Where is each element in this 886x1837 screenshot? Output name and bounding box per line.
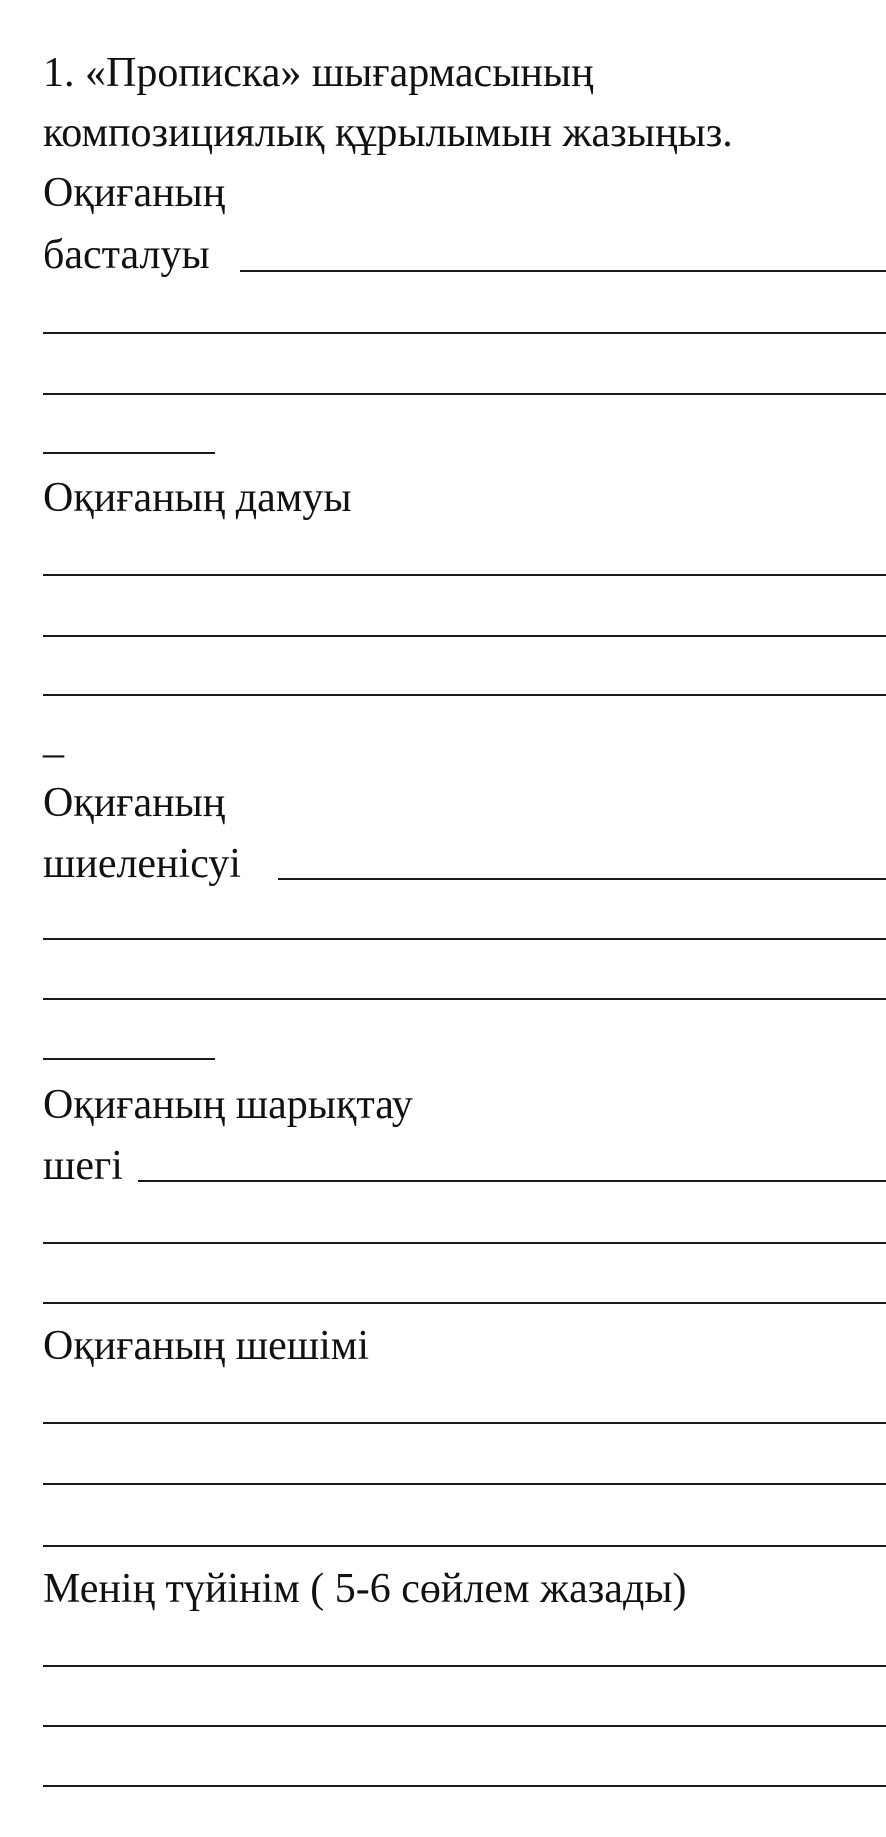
answer-line-complication-3[interactable] xyxy=(43,998,886,1000)
answer-line-beginning-1[interactable] xyxy=(240,270,886,272)
answer-line-development-3[interactable] xyxy=(43,694,886,696)
answer-line-climax-2[interactable] xyxy=(43,1242,886,1244)
section-complication-label-line2: шиеленісуі xyxy=(43,841,241,887)
section-complication-label-line1: Оқиғаның xyxy=(43,780,226,826)
section-conclusion-label: Менің түйінім ( 5-6 сөйлем жазады) xyxy=(43,1566,687,1612)
question-text-line2: композициялық құрылымын жазыңыз. xyxy=(43,110,733,156)
question-text-line1: «Прописка» шығармасының xyxy=(85,50,594,96)
answer-line-beginning-4[interactable] xyxy=(43,452,215,454)
answer-line-beginning-2[interactable] xyxy=(43,332,886,334)
question-number: 1. xyxy=(43,50,75,96)
answer-line-resolution-2[interactable] xyxy=(43,1483,886,1485)
section-beginning-label-line2: басталуы xyxy=(43,232,210,278)
section-climax-label-line1: Оқиғаның шарықтау xyxy=(43,1082,413,1128)
section-resolution-label: Оқиғаның шешімі xyxy=(43,1323,369,1369)
answer-line-complication-2[interactable] xyxy=(43,938,886,940)
answer-line-conclusion-3[interactable] xyxy=(43,1785,886,1787)
answer-line-climax-3[interactable] xyxy=(43,1302,886,1304)
answer-line-conclusion-1[interactable] xyxy=(43,1665,886,1667)
answer-line-climax-1[interactable] xyxy=(138,1180,886,1182)
answer-line-conclusion-2[interactable] xyxy=(43,1725,886,1727)
section-beginning-label-line1: Оқиғаның xyxy=(43,170,226,216)
answer-line-development-1[interactable] xyxy=(43,574,886,576)
answer-line-beginning-3[interactable] xyxy=(43,393,886,395)
answer-line-complication-4[interactable] xyxy=(43,1058,215,1060)
answer-line-resolution-3[interactable] xyxy=(43,1545,886,1547)
answer-line-complication-1[interactable] xyxy=(278,878,886,880)
question-title-line1 xyxy=(43,52,594,94)
stray-underscore-mark: _ xyxy=(43,716,64,762)
section-climax-label-line2: шегі xyxy=(43,1143,123,1189)
answer-line-development-2[interactable] xyxy=(43,635,886,637)
section-development-label: Оқиғаның дамуы xyxy=(43,475,352,521)
answer-line-resolution-1[interactable] xyxy=(43,1422,886,1424)
